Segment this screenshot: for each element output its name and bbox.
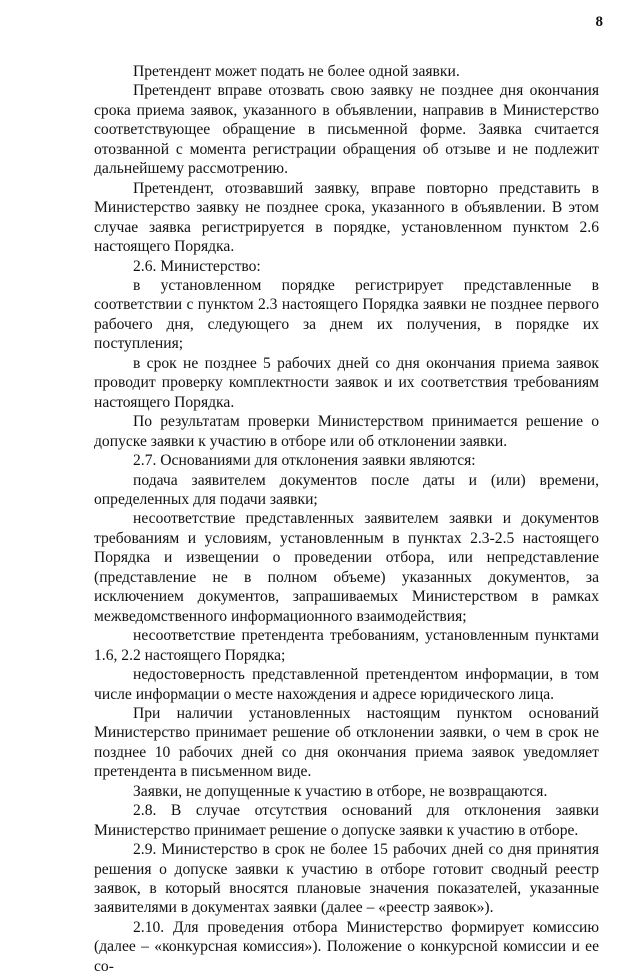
paragraph: Претендент, отозвавший заявку, вправе повторно представить в Министерство заявку не позднее срока, указанного в объявлении. В этом случае заявка регистрируется в порядке, установленном пунктом 2.6 настоящего Порядка. [94,179,599,256]
paragraph: Претендент вправе отозвать свою заявку не позднее дня окончания срока приема заявок, указанного в объявлении, направив в Министерство соответствующее обращение в письменной форме. Заявка считается отозванной с момента регистрации обращения об отзыве и не подлежит дальнейшему рассмотрению. [94,82,599,178]
section-heading: 2.6. Министерство: [133,257,261,275]
paragraph: 2.10. Для проведения отбора Министерство формирует комиссию (далее – «конкурсная комиссия»). Положение о конкурсной комиссии и ее со- [94,918,599,975]
section-heading: 2.7. Основаниями для отклонения заявки являются: [133,452,476,470]
list-item: подача заявителем документов после даты и (или) времени, определенных для подачи заявки; [94,471,599,508]
paragraph: 2.9. Министерство в срок не более 15 рабочих дней со дня принятия решения о допуске заявки к участию в отборе готовит сводный реестр заявок, в который вносятся плановые значения показателей, указанные заявителями в документах заявки (далее – «реестр заявок»). [94,841,599,917]
list-item: несоответствие представленных заявителем заявки и документов требованиям и условиям, установленным в пунктах 2.3-2.5 настоящего Порядка и извещении о проведении отбора, или непредставление (представление не в полном объеме) указанных документов, за исключением документов, запрашиваемых Министерством в рамках межведомственного информационного взаимодействия; [94,510,599,625]
list-item: несоответствие претендента требованиям, установленным пунктами 1.6, 2.2 настоящего Порядка; [94,627,599,664]
paragraph: По результатам проверки Министерством принимается решение о допуске заявки к участию в отборе или об отклонении заявки. [94,413,599,450]
document-body [94,62,599,976]
paragraph: в срок не позднее 5 рабочих дней со дня окончания приема заявок проводит проверку комплектности заявок и их соответствия требованиям настоящего Порядка. [94,354,599,411]
paragraph: При наличии установленных настоящим пунктом оснований Министерство принимает решение об отклонении заявки, о чем в срок не позднее 10 рабочих дней со дня окончания приема заявок уведомляет претендента в письменном виде. [94,704,599,781]
list-item: недостоверность представленной претендентом информации, в том числе информации о месте нахождения и адресе юридического лица. [94,666,599,703]
paragraph: 2.8. В случае отсутствия оснований для отклонения заявки Министерство принимает решение о допуске заявки к участию в отборе. [94,802,599,839]
paragraph: Заявки, не допущенные к участию в отборе, не возвращаются. [133,782,548,800]
page-number: 8 [595,14,603,30]
paragraph: Претендент может подать не более одной заявки. [133,63,460,80]
paragraph: в установленном порядке регистрирует представленные в соответствии с пунктом 2.3 настоящего Порядка заявки не позднее первого рабочего дня, следующего за днем их получения, в порядке их поступления; [94,276,599,353]
